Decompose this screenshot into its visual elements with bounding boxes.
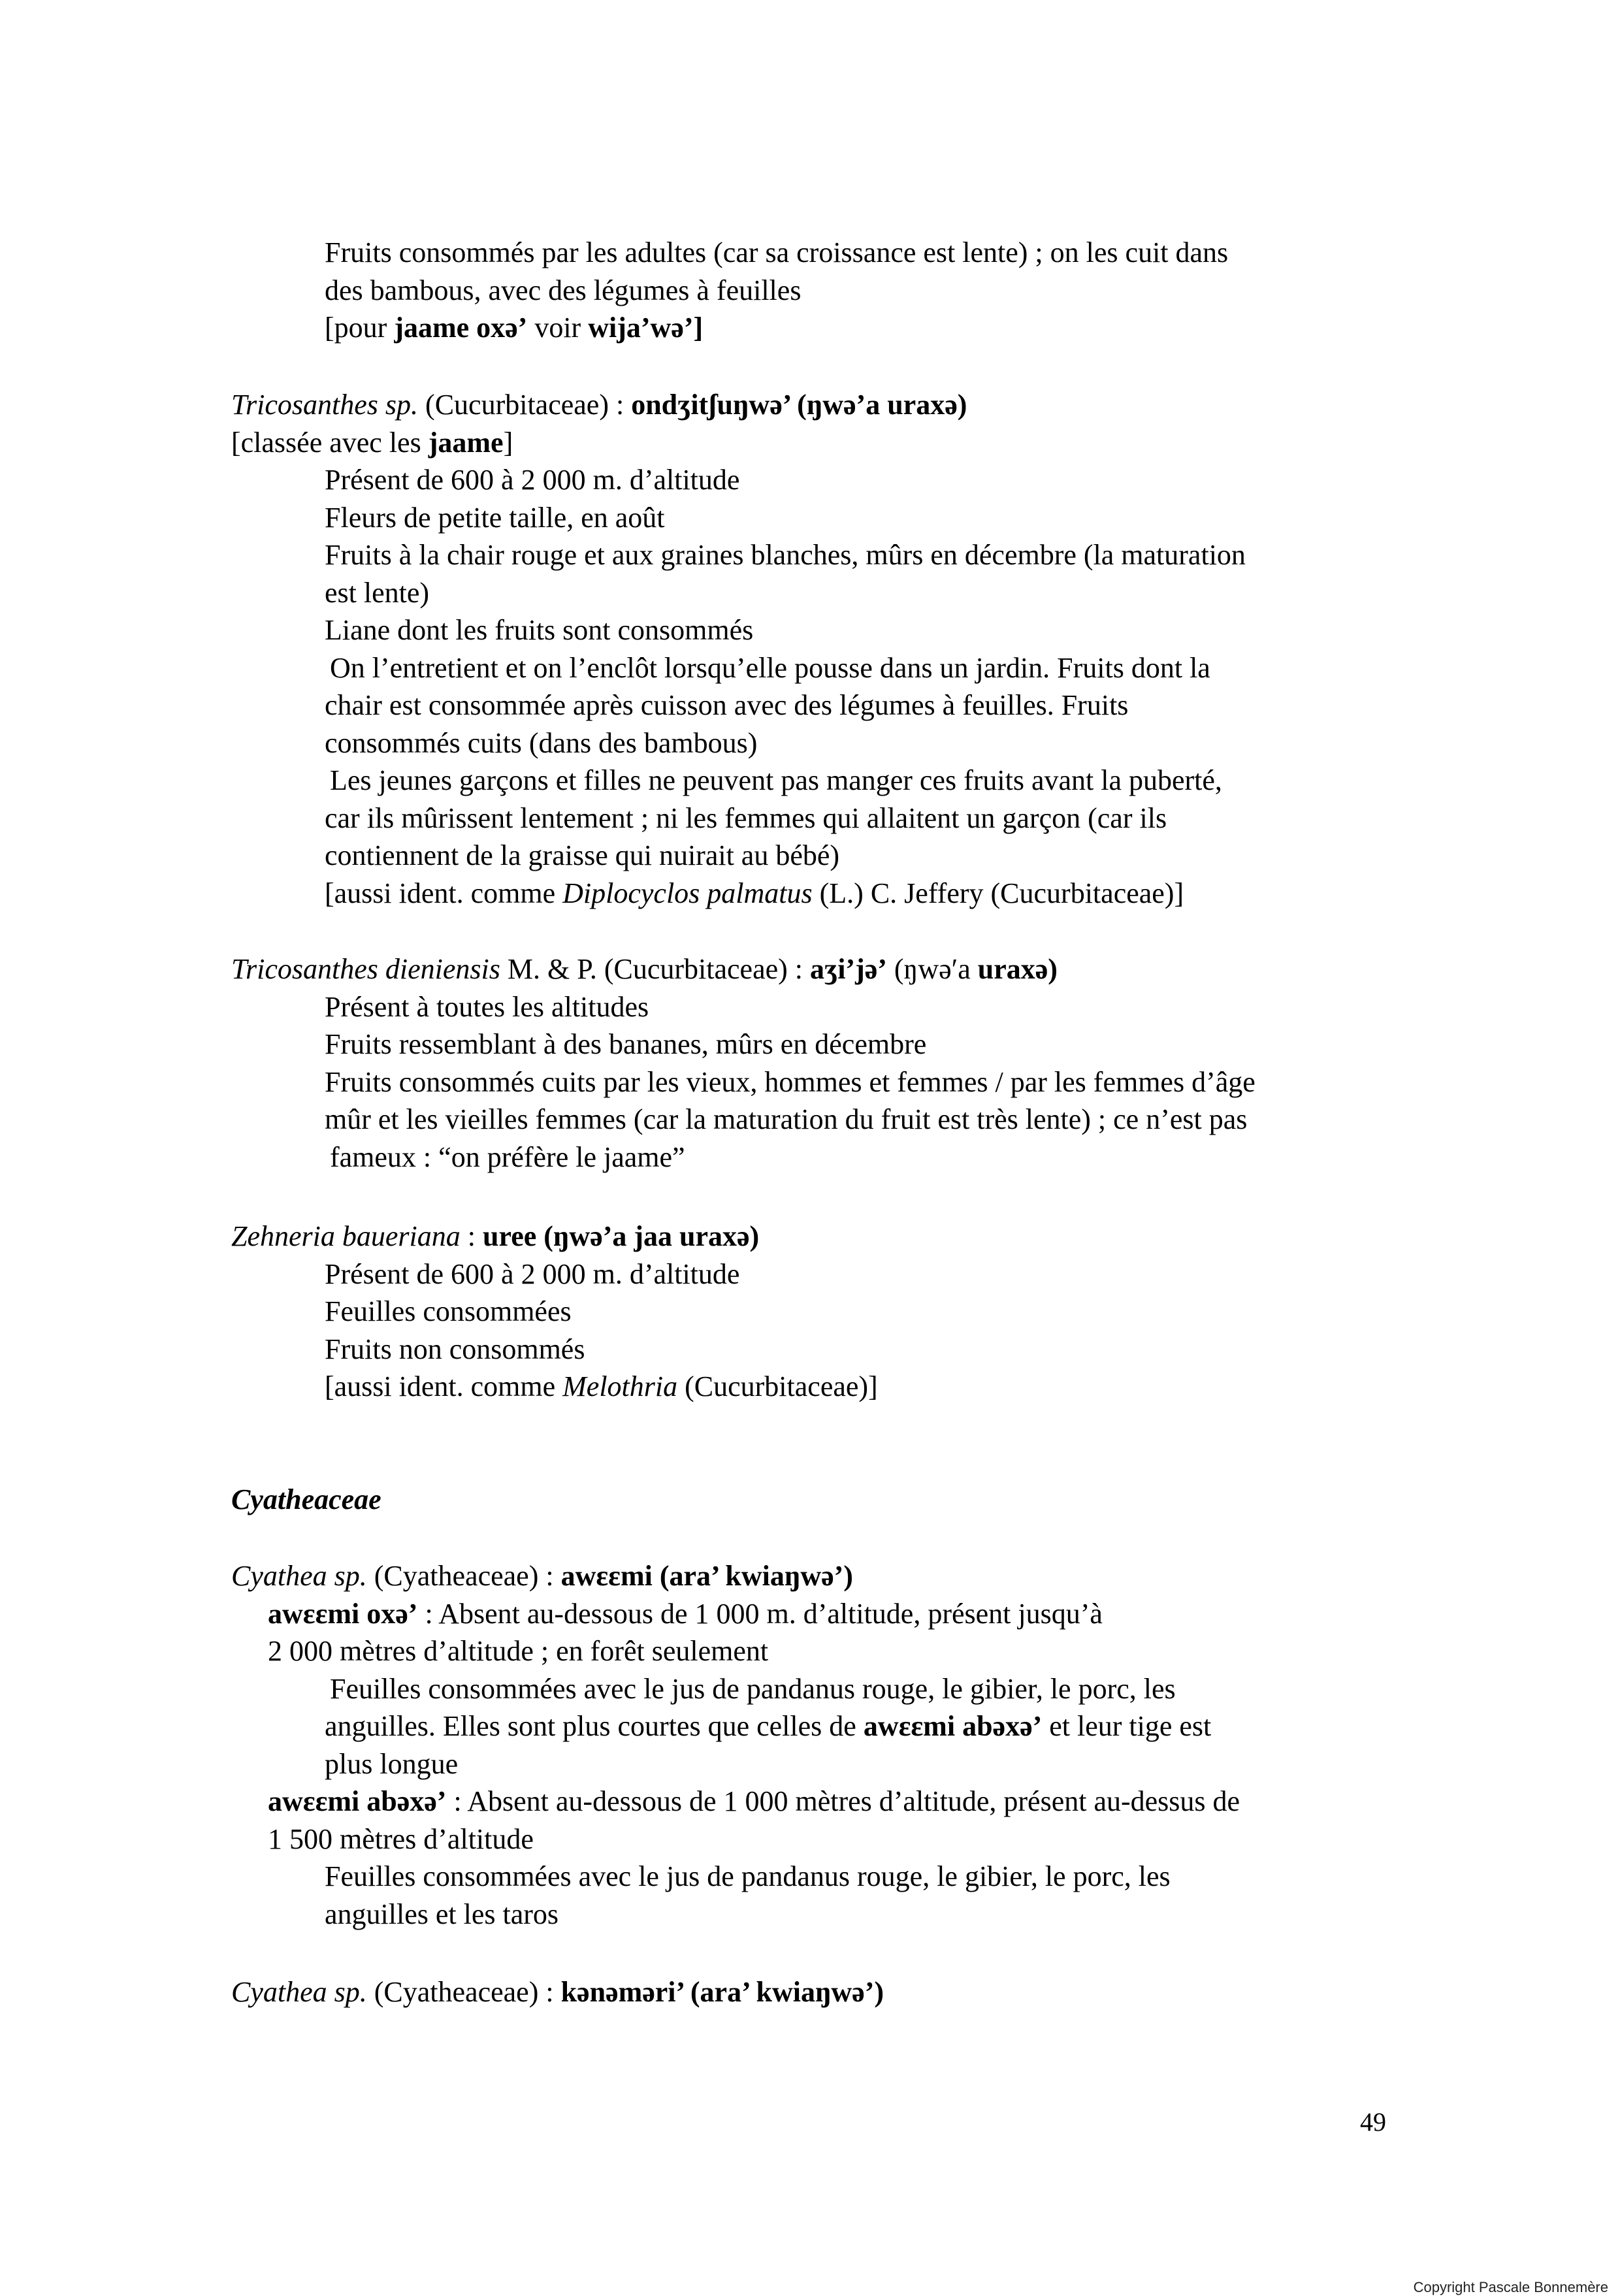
text-line [325,461,739,499]
italic-taxon: Zehneria baueriana [231,1220,461,1252]
text-segment: Fruits consommés cuits par les vieux, hommes et femmes / par les femmes d’âge [325,1065,1256,1098]
text-line [325,837,839,875]
text-segment: contiennent de la graisse qui nuirait au bébé) [325,839,840,871]
text-segment: : Absent au-dessous de 1 000 mètres d’altitude, présent au-dessus de [446,1785,1240,1817]
bold-term: jaame [428,426,504,459]
text-line [325,1331,585,1368]
text-line [325,536,1246,574]
text-segment: : Absent au-dessous de 1 000 m. d’altitude, présent jusqu’à [417,1597,1103,1630]
italic-taxon: Cyathea sp. [231,1976,367,2008]
text-segment: chair est consommée après cuisson avec des légumes à feuilles. Fruits [325,689,1129,721]
text-line [325,1707,1211,1745]
bold-term: uree (ŋwə’a jaa uraxə) [483,1220,760,1252]
text-segment: Feuilles consommées [325,1295,572,1327]
text-line [325,1026,926,1063]
text-line [325,1745,458,1783]
text-segment: On l’entretient et on l’enclôt lorsqu’elle pousse dans un jardin. Fruits dont la [330,651,1210,684]
text-segment: (Cyatheaceae) : [366,1560,561,1592]
text-segment: Les jeunes garçons et filles ne peuvent pas manger ces fruits avant la puberté, [330,764,1222,796]
text-line [325,1896,559,1933]
text-segment: des bambous, avec des légumes à feuilles [325,274,802,306]
bold-term: awεεmi abəxə’ [863,1710,1043,1742]
text-line [325,309,703,347]
text-line [325,611,753,649]
text-line [325,1293,572,1331]
text-segment: Fruits consommés par les adultes (car sa croissance est lente) ; on les cuit dans [325,236,1229,268]
italic-taxon: Tricosanthes sp. [231,389,419,421]
text-segment: Liane dont les fruits sont consommés [325,614,754,646]
text-segment: Fruits ressemblant à des bananes, mûrs en décembre [325,1028,927,1060]
text-segment: Fruits non consommés [325,1333,585,1365]
text-line [325,1063,1256,1101]
text-line [268,1783,1240,1820]
text-segment: : [460,1220,483,1252]
text-segment: Feuilles consommées avec le jus de pandanus rouge, le gibier, le porc, les [330,1672,1176,1705]
text-segment: est lente) [325,576,430,609]
text-line [231,1481,381,1519]
text-line [325,875,1184,913]
text-line [231,1557,853,1595]
text-segment: [aussi ident. comme [325,1370,563,1402]
bold-term: kənəməri’ (ara’ kwiaŋwə’) [560,1976,884,2008]
text-line [231,1973,884,2011]
text-line [325,1255,739,1293]
text-segment: ] [503,426,513,459]
section-title: Cyatheaceae [231,1483,381,1515]
text-segment: Présent de 600 à 2 000 m. d’altitude [325,1257,740,1290]
bold-term: jaame oxə’ [394,312,528,344]
text-line [325,1368,878,1406]
text-segment: M. & P. (Cucurbitaceae) : [500,953,811,985]
text-line [268,1595,1103,1633]
text-line [325,800,1167,837]
text-line [330,1139,685,1176]
text-line [325,272,801,310]
bold-term: aʒi’jə’ [810,953,887,985]
text-segment: anguilles et les taros [325,1898,559,1930]
text-line [325,1858,1171,1896]
bold-term: wija’wə’] [588,312,704,344]
text-segment: Feuilles consommées avec le jus de pandanus rouge, le gibier, le porc, les [325,1860,1171,1892]
bold-term: ondʒitʃuŋwə’ (ŋwə’a uraxə) [631,389,967,421]
text-segment: fameux : “on préfère le jaame” [330,1140,685,1173]
text-line [231,1218,759,1255]
text-segment: [aussi ident. comme [325,877,563,909]
text-segment: mûr et les vieilles femmes (car la maturation du fruit est très lente) ; ce n’est pas [325,1103,1248,1135]
text-segment: (Cyatheaceae) : [366,1976,561,2008]
text-line [268,1632,768,1670]
text-segment: 1 500 mètres d’altitude [268,1822,534,1855]
bold-term: awεεmi oxə’ [268,1597,418,1630]
italic-taxon: Diplocyclos palmatus [562,877,813,909]
copyright-notice: Copyright Pascale Bonnemère [1413,2279,1608,2295]
text-segment: consommés cuits (dans des bambous) [325,726,758,759]
text-line [330,649,1210,687]
text-segment: (Cucurbitaceae) : [418,389,632,421]
bold-term: uraxə) [977,953,1058,985]
text-segment: [classée avec les [231,426,429,459]
text-segment: Présent à toutes les altitudes [325,990,649,1023]
text-line [325,499,665,537]
text-line [231,386,967,424]
text-segment: Fruits à la chair rouge et aux graines blanches, mûrs en décembre (la maturation [325,539,1246,571]
text-segment: (Cucurbitaceae)] [677,1370,878,1402]
text-segment: voir [527,312,589,344]
text-segment: (L.) C. Jeffery (Cucurbitaceae)] [812,877,1184,909]
text-line [330,1670,1176,1708]
text-segment: Présent de 600 à 2 000 m. d’altitude [325,464,740,496]
italic-taxon: Tricosanthes dieniensis [231,953,500,985]
italic-taxon: Melothria [562,1370,678,1402]
text-line [231,950,1058,988]
text-line [268,1820,534,1858]
bold-term: awεεmi (ara’ kwiaŋwə’) [560,1560,853,1592]
text-line [325,574,429,612]
text-line [330,762,1222,800]
italic-taxon: Cyathea sp. [231,1560,367,1592]
page-number: 49 [1360,2107,1386,2137]
text-segment: [pour [325,312,395,344]
text-segment: 2 000 mètres d’altitude ; en forêt seulement [268,1635,769,1667]
text-segment: car ils mûrissent lentement ; ni les femmes qui allaitent un garçon (car ils [325,801,1167,834]
text-segment: et leur tige est [1042,1710,1212,1742]
text-segment: (ŋwəʹa [886,953,978,985]
text-line [325,687,1128,724]
text-segment: plus longue [325,1747,459,1780]
text-line [325,988,649,1026]
text-segment: Fleurs de petite taille, en août [325,501,665,534]
text-segment: anguilles. Elles sont plus courtes que celles de [325,1710,864,1742]
text-line [325,724,757,762]
text-line [325,1101,1247,1139]
text-line [325,234,1228,272]
bold-term: awεεmi abəxə’ [268,1785,447,1817]
text-line [231,424,513,462]
